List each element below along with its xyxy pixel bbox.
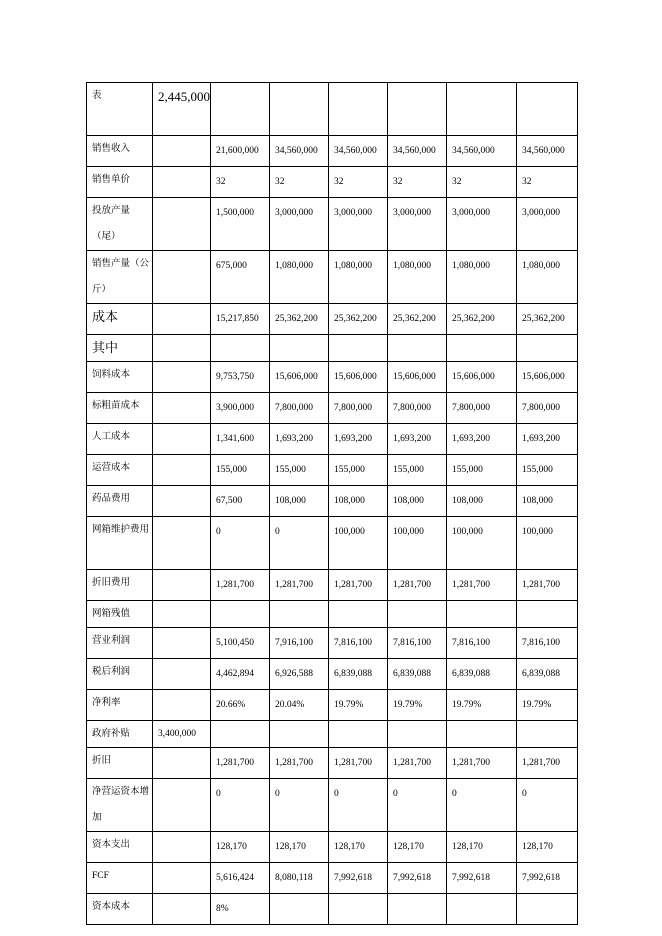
- year-value: 100,000: [517, 517, 578, 570]
- row-first-value: [153, 486, 211, 517]
- table-row: [87, 779, 578, 832]
- row-first-value: [153, 335, 211, 362]
- year-value: 0: [270, 517, 329, 570]
- row-label: 政府补贴: [87, 721, 153, 748]
- row-first-value: [153, 251, 211, 304]
- year-value: 19.79%: [447, 690, 517, 721]
- row-label: 人工成本: [87, 424, 153, 455]
- year-value: 3,000,000: [329, 198, 388, 251]
- year-value: 1,080,000: [517, 251, 578, 304]
- year-value: [388, 335, 447, 362]
- table-row: [87, 748, 578, 779]
- year-value: [329, 721, 388, 748]
- row-first-value: [153, 455, 211, 486]
- year-value: 0: [329, 779, 388, 832]
- table-row: [87, 83, 578, 136]
- year-value: 100,000: [329, 517, 388, 570]
- year-value: 108,000: [329, 486, 388, 517]
- table-row: [87, 335, 578, 362]
- table-row: [87, 198, 578, 251]
- year-value: 20.66%: [211, 690, 270, 721]
- year-value: [270, 335, 329, 362]
- year-value: [270, 894, 329, 925]
- table-row: [87, 136, 578, 167]
- year-value: 6,839,088: [447, 659, 517, 690]
- year-value: [388, 83, 447, 136]
- table-row: [87, 570, 578, 601]
- year-value: 15,606,000: [388, 362, 447, 393]
- year-value: 7,816,100: [329, 628, 388, 659]
- year-value: 7,800,000: [388, 393, 447, 424]
- row-first-value: [153, 136, 211, 167]
- row-first-value: [153, 393, 211, 424]
- row-label: 资本支出: [87, 832, 153, 863]
- year-value: [211, 721, 270, 748]
- row-label: 净营运资本增加: [87, 779, 153, 832]
- table-row: [87, 167, 578, 198]
- year-value: [270, 83, 329, 136]
- year-value: [517, 894, 578, 925]
- year-value: 7,816,100: [388, 628, 447, 659]
- table-row: [87, 659, 578, 690]
- year-value: 32: [270, 167, 329, 198]
- year-value: 7,992,618: [517, 863, 578, 894]
- year-value: 1,693,200: [447, 424, 517, 455]
- year-value: 32: [329, 167, 388, 198]
- year-value: 19.79%: [517, 690, 578, 721]
- year-value: [329, 894, 388, 925]
- row-first-value: [153, 748, 211, 779]
- year-value: 7,816,100: [447, 628, 517, 659]
- row-first-value: [153, 894, 211, 925]
- year-value: 1,281,700: [211, 570, 270, 601]
- year-value: 7,992,618: [447, 863, 517, 894]
- row-first-value: [153, 690, 211, 721]
- year-value: 0: [270, 779, 329, 832]
- year-value: 1,693,200: [388, 424, 447, 455]
- year-value: 9,753,750: [211, 362, 270, 393]
- table-row: [87, 832, 578, 863]
- year-value: 1,693,200: [517, 424, 578, 455]
- year-value: 1,500,000: [211, 198, 270, 251]
- row-label: 投放产量（尾）: [87, 198, 153, 251]
- year-value: 3,000,000: [388, 198, 447, 251]
- year-value: 34,560,000: [270, 136, 329, 167]
- year-value: 1,281,700: [211, 748, 270, 779]
- year-value: 25,362,200: [517, 304, 578, 335]
- year-value: [270, 601, 329, 628]
- year-value: 128,170: [388, 832, 447, 863]
- table-row: [87, 251, 578, 304]
- row-first-value: [153, 517, 211, 570]
- year-value: 3,000,000: [517, 198, 578, 251]
- year-value: 1,281,700: [517, 570, 578, 601]
- year-value: 6,839,088: [517, 659, 578, 690]
- year-value: 3,900,000: [211, 393, 270, 424]
- year-value: 1,281,700: [388, 748, 447, 779]
- year-value: 34,560,000: [329, 136, 388, 167]
- row-label: 成本: [87, 304, 153, 335]
- year-value: [447, 721, 517, 748]
- year-value: 6,839,088: [388, 659, 447, 690]
- year-value: 6,839,088: [329, 659, 388, 690]
- year-value: [447, 335, 517, 362]
- year-value: 5,100,450: [211, 628, 270, 659]
- year-value: 128,170: [270, 832, 329, 863]
- table-row: [87, 455, 578, 486]
- year-value: 32: [447, 167, 517, 198]
- row-label: 折旧: [87, 748, 153, 779]
- year-value: [517, 721, 578, 748]
- table-row: [87, 601, 578, 628]
- year-value: [447, 601, 517, 628]
- row-first-value: [153, 304, 211, 335]
- year-value: 15,606,000: [329, 362, 388, 393]
- year-value: 15,606,000: [517, 362, 578, 393]
- year-value: 34,560,000: [388, 136, 447, 167]
- row-first-value: [153, 863, 211, 894]
- year-value: [447, 894, 517, 925]
- year-value: 1,080,000: [270, 251, 329, 304]
- row-label: 资本成本: [87, 894, 153, 925]
- row-label: 折旧费用: [87, 570, 153, 601]
- row-label: 网箱维护费用: [87, 517, 153, 570]
- year-value: 0: [388, 779, 447, 832]
- row-first-value: [153, 362, 211, 393]
- year-value: 67,500: [211, 486, 270, 517]
- year-value: 7,992,618: [329, 863, 388, 894]
- row-first-value: [153, 601, 211, 628]
- row-label: 饲料成本: [87, 362, 153, 393]
- row-label: 净利率: [87, 690, 153, 721]
- row-first-value: [153, 167, 211, 198]
- table-row: [87, 690, 578, 721]
- row-label: 税后利润: [87, 659, 153, 690]
- table-row: [87, 362, 578, 393]
- year-value: 100,000: [388, 517, 447, 570]
- year-value: 19.79%: [329, 690, 388, 721]
- year-value: 155,000: [270, 455, 329, 486]
- year-value: 32: [211, 167, 270, 198]
- year-value: 155,000: [388, 455, 447, 486]
- year-value: 155,000: [329, 455, 388, 486]
- year-value: 0: [447, 779, 517, 832]
- year-value: 108,000: [388, 486, 447, 517]
- year-value: [211, 83, 270, 136]
- table-row: [87, 863, 578, 894]
- year-value: 1,080,000: [447, 251, 517, 304]
- year-value: 128,170: [211, 832, 270, 863]
- year-value: [517, 601, 578, 628]
- year-value: 108,000: [447, 486, 517, 517]
- year-value: 1,281,700: [447, 570, 517, 601]
- year-value: 25,362,200: [447, 304, 517, 335]
- year-value: 15,606,000: [270, 362, 329, 393]
- year-value: 1,281,700: [270, 570, 329, 601]
- year-value: [447, 83, 517, 136]
- year-value: 7,916,100: [270, 628, 329, 659]
- table-row: [87, 393, 578, 424]
- row-label: 其中: [87, 335, 153, 362]
- row-first-value: [153, 659, 211, 690]
- year-value: [329, 335, 388, 362]
- row-label: 销售产量（公斤）: [87, 251, 153, 304]
- year-value: 15,217,850: [211, 304, 270, 335]
- year-value: 128,170: [517, 832, 578, 863]
- year-value: 1,693,200: [329, 424, 388, 455]
- year-value: 100,000: [447, 517, 517, 570]
- year-value: 155,000: [517, 455, 578, 486]
- year-value: 7,800,000: [517, 393, 578, 424]
- table-row: [87, 628, 578, 659]
- year-value: [329, 601, 388, 628]
- year-value: 3,000,000: [447, 198, 517, 251]
- year-value: 34,560,000: [517, 136, 578, 167]
- table-row: [87, 486, 578, 517]
- table-row: [87, 517, 578, 570]
- year-value: [517, 335, 578, 362]
- year-value: 15,606,000: [447, 362, 517, 393]
- year-value: [270, 721, 329, 748]
- year-value: [211, 601, 270, 628]
- row-label: 销售单价: [87, 167, 153, 198]
- year-value: 4,462,894: [211, 659, 270, 690]
- year-value: 7,800,000: [447, 393, 517, 424]
- year-value: [517, 83, 578, 136]
- row-first-value: [153, 198, 211, 251]
- year-value: 1,281,700: [270, 748, 329, 779]
- year-value: 7,800,000: [329, 393, 388, 424]
- table-row: [87, 894, 578, 925]
- year-value: 3,000,000: [270, 198, 329, 251]
- year-value: [388, 601, 447, 628]
- row-label: 网箱残值: [87, 601, 153, 628]
- year-value: [388, 894, 447, 925]
- year-value: [211, 335, 270, 362]
- year-value: 21,600,000: [211, 136, 270, 167]
- table-row: [87, 304, 578, 335]
- year-value: 25,362,200: [270, 304, 329, 335]
- row-label: FCF: [87, 863, 153, 894]
- table-body: [87, 83, 578, 925]
- row-first-value: [153, 628, 211, 659]
- table-row: [87, 721, 578, 748]
- row-label: 销售收入: [87, 136, 153, 167]
- row-label: 表: [87, 83, 153, 136]
- row-label: 标粗苗成本: [87, 393, 153, 424]
- year-value: 8%: [211, 894, 270, 925]
- row-first-value: [153, 570, 211, 601]
- year-value: 1,281,700: [447, 748, 517, 779]
- year-value: 128,170: [447, 832, 517, 863]
- year-value: 19.79%: [388, 690, 447, 721]
- year-value: 7,992,618: [388, 863, 447, 894]
- table-row: [87, 424, 578, 455]
- row-first-value: 2,445,000: [153, 83, 211, 136]
- year-value: 1,281,700: [517, 748, 578, 779]
- row-first-value: [153, 779, 211, 832]
- year-value: 0: [211, 779, 270, 832]
- year-value: 1,281,700: [329, 748, 388, 779]
- year-value: 7,816,100: [517, 628, 578, 659]
- year-value: 155,000: [211, 455, 270, 486]
- year-value: 108,000: [270, 486, 329, 517]
- row-first-value: [153, 832, 211, 863]
- row-first-value: 3,400,000: [153, 721, 211, 748]
- year-value: [329, 83, 388, 136]
- year-value: 1,281,700: [388, 570, 447, 601]
- year-value: 1,341,600: [211, 424, 270, 455]
- year-value: 1,080,000: [329, 251, 388, 304]
- year-value: 32: [388, 167, 447, 198]
- year-value: 32: [517, 167, 578, 198]
- year-value: 5,616,424: [211, 863, 270, 894]
- row-first-value: [153, 424, 211, 455]
- year-value: 0: [517, 779, 578, 832]
- year-value: 155,000: [447, 455, 517, 486]
- year-value: 108,000: [517, 486, 578, 517]
- year-value: 1,080,000: [388, 251, 447, 304]
- year-value: [388, 721, 447, 748]
- year-value: 25,362,200: [388, 304, 447, 335]
- year-value: 128,170: [329, 832, 388, 863]
- year-value: 34,560,000: [447, 136, 517, 167]
- year-value: 1,693,200: [270, 424, 329, 455]
- year-value: 6,926,588: [270, 659, 329, 690]
- year-value: 25,362,200: [329, 304, 388, 335]
- year-value: 675,000: [211, 251, 270, 304]
- year-value: 8,080,118: [270, 863, 329, 894]
- year-value: 0: [211, 517, 270, 570]
- row-label: 营业利润: [87, 628, 153, 659]
- row-label: 运营成本: [87, 455, 153, 486]
- year-value: 1,281,700: [329, 570, 388, 601]
- row-label: 药品费用: [87, 486, 153, 517]
- financial-table: [86, 82, 578, 925]
- year-value: 7,800,000: [270, 393, 329, 424]
- year-value: 20.04%: [270, 690, 329, 721]
